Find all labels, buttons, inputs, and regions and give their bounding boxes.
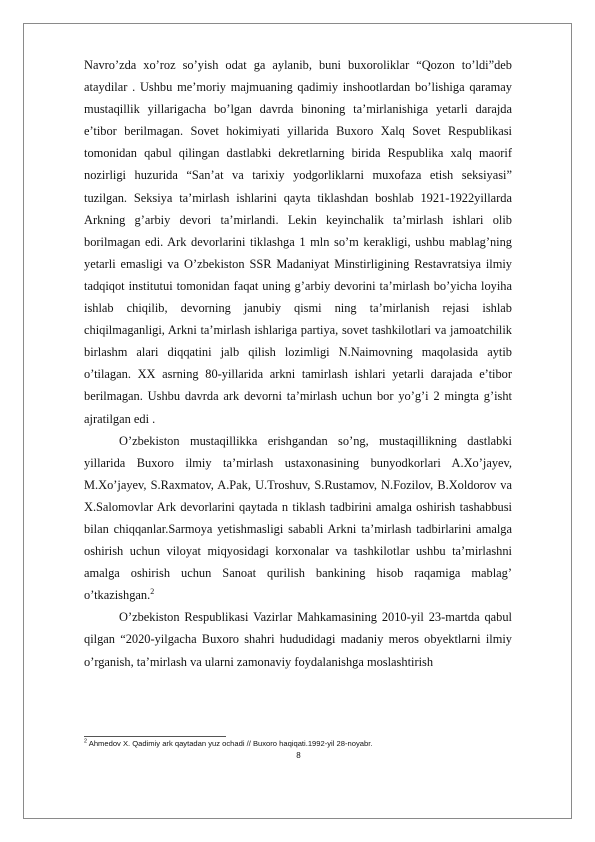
paragraph-3: O’zbekiston Respublikasi Vazirlar Mahkamasining 2010-yil 23-martda qabul qilgan “2020-yilgacha Buxoro shahri hududidagi madaniy meros obyektlarni ilmiy o’rganish, ta’mirlash va ularni zamonaviy foydalanishga moslashtirish bbox=[84, 610, 512, 669]
paragraph-2 bbox=[84, 430, 512, 607]
footnote-marker: 2 bbox=[84, 738, 88, 745]
footnote-divider bbox=[84, 736, 226, 737]
document-page bbox=[23, 23, 572, 819]
footnote-reference: 2 bbox=[150, 587, 155, 597]
paragraph-2-text: O’zbekiston mustaqillikka erishgandan so’ng, mustaqillikning dastlabki yillarida Buxoro ilmiy ta’mirlash ustaxonasining bunyodkorlari A.Xo’jayev, M.Xo’jayev, S.Raxmatov, A.Pak, U.Troshuv, S.Rustamov, N.Fozilov, B.Xoldorov va X.Salomovlar Ark devorlarini qaytada n tiklash tadbirini amalga oshirish tashabbusi bilan chiqqanlar.Sarmoya yetishmasligi sababli Arkni ta’mirlash tadbirlarini amalga oshirish uchun viloyat miqyosidagi korxonalar va tashkilotlar ushbu ta’mirlashni amalga oshirish uchun Sanoat qurilish bankining hisob raqamiga mablag’ o’tkazishgan. bbox=[84, 433, 512, 603]
footnote-text: Ahmedov X. Qadimiy ark qaytadan yuz ochadi // Buxoro haqiqati.1992-yil 28-noyabr. bbox=[88, 739, 373, 748]
page-number: 8 bbox=[296, 751, 301, 760]
body-text bbox=[84, 54, 512, 673]
footnote bbox=[84, 739, 514, 749]
paragraph-1: Navro’zda xo’roz so’yish odat ga aylanib, buni buxoroliklar “Qozon to’ldi”deb ataydilar . Ushbu me’moriy majmuaning qadimiy inshootlardan bo’lishiga qaramay mustaqillik yillarigacha bo’lgan davrda binoning ta’mirlanishiga yetarli darajda e’tibor berilmagan. Sovet hokimiyati yillarida Buxoro Xalq Sovet Respublikasi tomonidan qabul qilingan dastlabki dekretlarning birida Respublika xalq maorif nozirligi huzurida “San’at va tarixiy yodgorliklarni muxofaza etish seksiyasi” tuzilgan. Seksiya ta’mirlash ishlarini qayta tiklashdan boshlab 1921-1922yillarda Arkning g’arbiy devori ta’mirlandi. Lekin keyinchalik ta’mirlash ishlari olib borilmagan edi. Ark devorlarini tiklashga 1 mln so’m kerakligi, ushbu mablag’ning yetarli emasligi va O’zbekiston SSR Madaniyat Minstirligining Restavratsiya ilmiy tadqiqot institutui tomonidan faqat uning g’arbiy devorini ta’mirlash bo’yicha loyiha ishlab chiqilib, devorning janubiy qismi ning ta’mirlanish rejasi ishlab chiqilmaganligi, Arkni ta’mirlash ishlariga partiya, sovet tashkilotlari va jamoatchilik birlashm alari diqqatini jalb qilish lozimligi N.Naimovning maqolasida aytib o’tilagan. XX asrning 80-yillarida arkni tamirlash ishlari yetarli darajada e’tibor berilmagan. Ushbu davrda ark devorni ta’mirlash uchun bor yo’g’i 2 mingta g’isht ajratilgan edi . bbox=[84, 58, 512, 426]
